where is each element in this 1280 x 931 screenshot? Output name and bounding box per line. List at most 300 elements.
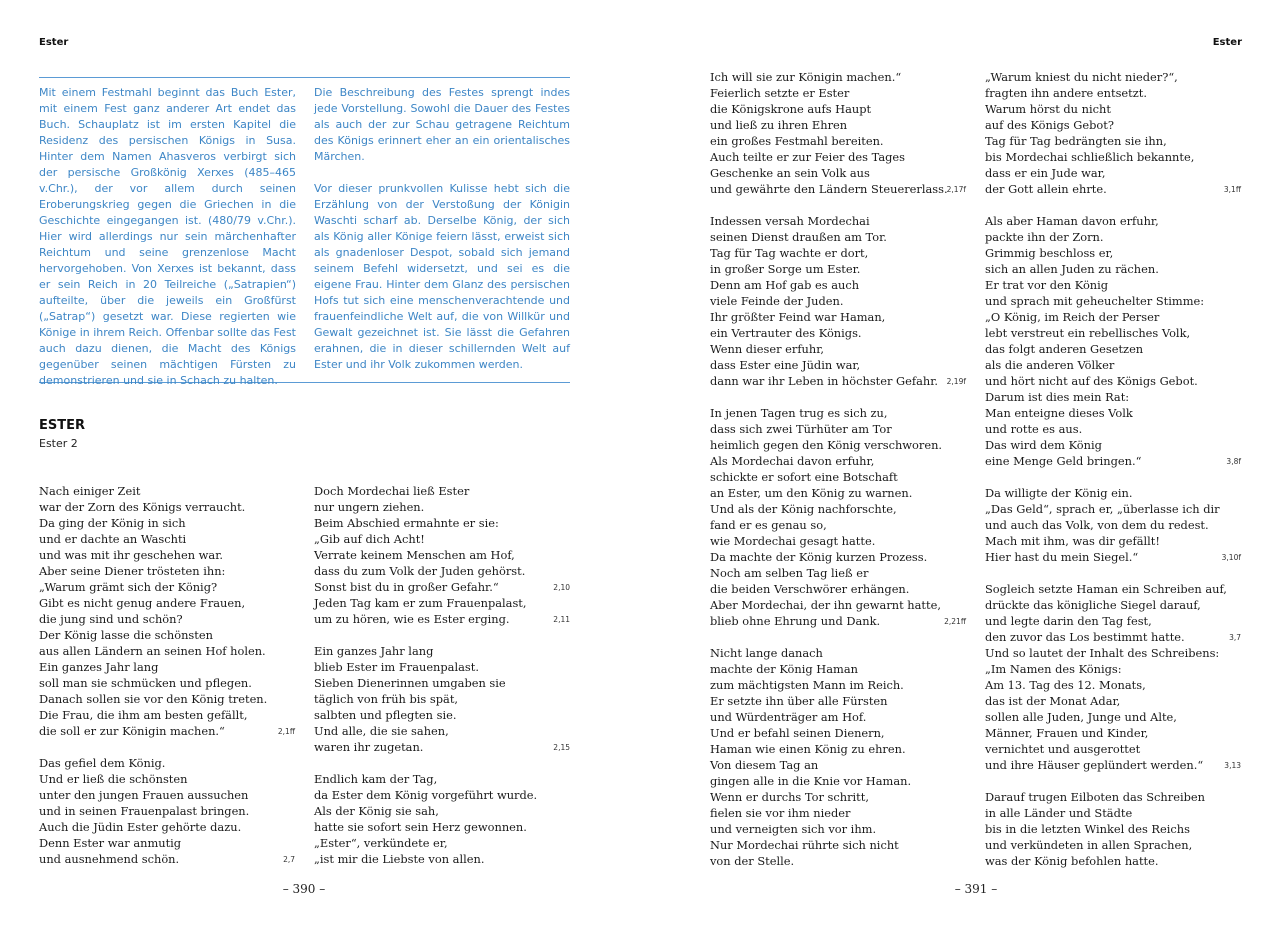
verse-text: Da ging der König in sich (39, 516, 186, 530)
verse-line (985, 485, 1241, 501)
verse-line (39, 723, 295, 739)
verse-text: lebt verstreut ein rebellisches Volk, (985, 326, 1191, 340)
verse-line (710, 533, 966, 549)
verse-text: da Ester dem König vorgeführt wurde. (314, 788, 538, 802)
verse-text: Am 13. Tag des 12. Monats, (985, 678, 1146, 692)
verse-line (710, 661, 966, 677)
verse-reference: 3,1ff (1223, 185, 1241, 194)
verse-text: und hört nicht auf des Königs Gebot. (985, 374, 1198, 388)
verse-line (710, 613, 966, 629)
stanza (39, 755, 295, 867)
verse-line (314, 691, 570, 707)
verse-text: und was mit ihr geschehen war. (39, 548, 224, 562)
verse-line (710, 357, 966, 373)
verse-line (314, 835, 570, 851)
verse-text: Mach mit ihm, was dir gefällt! (985, 534, 1160, 548)
verse-text: Er trat vor den König (985, 278, 1109, 292)
verse-text: war der Zorn des Königs verraucht. (39, 500, 246, 514)
verse-text: und ließ zu ihren Ehren (710, 118, 848, 132)
verse-text: Männer, Frauen und Kinder, (985, 726, 1149, 740)
verse-text: „Ester“, verkündete er, (314, 836, 448, 850)
verse-text: seinen Dienst draußen am Tor. (710, 230, 887, 244)
verse-line (985, 837, 1241, 853)
verse-text: Ihr größter Feind war Haman, (710, 310, 886, 324)
intro-column-2 (314, 85, 570, 389)
verse-text: Er setzte ihn über alle Fürsten (710, 694, 888, 708)
verse-line (710, 501, 966, 517)
verse-line (710, 421, 966, 437)
verse-text: packte ihn der Zorn. (985, 230, 1104, 244)
running-head: Ester (39, 37, 69, 48)
stanza (985, 789, 1241, 869)
verse-line (985, 101, 1241, 117)
verse-text: den zuvor das Los bestimmt hatte. (985, 630, 1185, 644)
verse-text: In jenen Tagen trug es sich zu, (710, 406, 888, 420)
verse-text: Das gefiel dem König. (39, 756, 166, 770)
verse-line (710, 261, 966, 277)
verse-line (710, 117, 966, 133)
verse-line (710, 805, 966, 821)
verse-line (710, 677, 966, 693)
verse-reference: 2,21ff (944, 617, 966, 626)
verse-text: waren ihr zugetan. (314, 740, 424, 754)
verse-text: die soll er zur Königin machen.“ (39, 724, 225, 738)
verse-line (710, 453, 966, 469)
verse-line (985, 133, 1241, 149)
verse-text: Ich will sie zur Königin machen.“ (710, 70, 902, 84)
verse-reference: 3,10f (1221, 553, 1241, 562)
verse-line (314, 563, 570, 579)
verse-text: Nicht lange danach (710, 646, 823, 660)
stanza (985, 69, 1241, 197)
verse-text: fragten ihn andere entsetzt. (985, 86, 1147, 100)
verse-reference: 2,19f (946, 377, 966, 386)
verse-text: bis Mordechai schließlich bekannte, (985, 150, 1195, 164)
verse-reference: 3,13 (1224, 761, 1241, 770)
verse-line (985, 341, 1241, 357)
verse-text: Man enteigne dieses Volk (985, 406, 1133, 420)
verse-line (314, 643, 570, 659)
verse-line (710, 549, 966, 565)
verse-line (710, 741, 966, 757)
verse-line (39, 771, 295, 787)
verse-text: Darauf trugen Eilboten das Schreiben (985, 790, 1205, 804)
verse-line (314, 515, 570, 531)
verse-text: Aber Mordechai, der ihn gewarnt hatte, (710, 598, 941, 612)
verse-text: von der Stelle. (710, 854, 795, 868)
verse-line (39, 499, 295, 515)
verse-text: Die Frau, die ihm am besten gefällt, (39, 708, 248, 722)
verse-line (985, 517, 1241, 533)
verse-text: Der König lasse die schönsten (39, 628, 213, 642)
verse-line (985, 181, 1241, 197)
verse-line (985, 117, 1241, 133)
verse-text: Das wird dem König (985, 438, 1102, 452)
verse-line (710, 181, 966, 197)
verse-text: bis in die letzten Winkel des Reichs (985, 822, 1190, 836)
intro-column-1 (39, 85, 296, 405)
verse-line (985, 69, 1241, 85)
verse-line (39, 803, 295, 819)
verse-reference: 2,11 (553, 615, 570, 624)
verse-line (39, 835, 295, 851)
verse-text: wie Mordechai gesagt hatte. (710, 534, 876, 548)
verse-text: und in seinen Frauenpalast bringen. (39, 804, 250, 818)
verse-line (710, 341, 966, 357)
verse-text: dass sich zwei Türhüter am Tor (710, 422, 892, 436)
verse-text: und verneigten sich vor ihm. (710, 822, 877, 836)
verse-line (985, 805, 1241, 821)
verse-line (985, 149, 1241, 165)
verse-text: gingen alle in die Knie vor Haman. (710, 774, 912, 788)
verse-line (985, 645, 1241, 661)
verse-line (985, 405, 1241, 421)
verse-line (985, 389, 1241, 405)
verse-line (314, 531, 570, 547)
verse-line (710, 565, 966, 581)
verse-line (710, 773, 966, 789)
verse-text: als die anderen Völker (985, 358, 1115, 372)
verse-text: Und als der König nachforschte, (710, 502, 897, 516)
verse-line (39, 515, 295, 531)
verse-text: und rotte es aus. (985, 422, 1083, 436)
verse-text: das ist der Monat Adar, (985, 694, 1121, 708)
verse-line (39, 755, 295, 771)
verse-text: sollen alle Juden, Junge und Alte, (985, 710, 1177, 724)
verse-text: an Ester, um den König zu warnen. (710, 486, 913, 500)
verse-line (314, 803, 570, 819)
verse-line (985, 501, 1241, 517)
verse-text: und sprach mit geheuchelter Stimme: (985, 294, 1205, 308)
verse-text: Tag für Tag bedrängten sie ihn, (985, 134, 1167, 148)
verse-line (710, 405, 966, 421)
verse-text: Und er befahl seinen Dienern, (710, 726, 885, 740)
verse-text: hatte sie sofort sein Herz gewonnen. (314, 820, 527, 834)
verse-line (985, 677, 1241, 693)
verse-reference: 2,17f (946, 185, 966, 194)
verse-text: die jung sind und schön? (39, 612, 183, 626)
verse-line (39, 659, 295, 675)
verse-text: vernichtet und ausgerottet (985, 742, 1141, 756)
verse-line (985, 789, 1241, 805)
verse-text: Als aber Haman davon erfuhr, (985, 214, 1159, 228)
verse-text: dass Ester eine Jüdin war, (710, 358, 861, 372)
verse-text: Endlich kam der Tag, (314, 772, 438, 786)
verse-text: Indessen versah Mordechai (710, 214, 870, 228)
verse-text: Denn am Hof gab es auch (710, 278, 860, 292)
verse-line (710, 757, 966, 773)
verse-text: blieb ohne Ehrung und Dank. (710, 614, 881, 628)
stanza (710, 213, 966, 389)
verse-text: „Warum kniest du nicht nieder?“, (985, 70, 1178, 84)
verse-text: Haman wie einen König zu ehren. (710, 742, 906, 756)
verse-line (985, 453, 1241, 469)
page-number: – 390 – (282, 882, 326, 896)
verse-line (314, 819, 570, 835)
verse-text: Nur Mordechai rührte sich nicht (710, 838, 899, 852)
page-right (640, 0, 1280, 931)
verse-reference: 2,15 (553, 743, 570, 752)
verse-reference: 2,7 (283, 855, 295, 864)
poem-column-left-2 (314, 483, 570, 883)
verse-line (985, 293, 1241, 309)
verse-line (314, 675, 570, 691)
verse-reference: 3,8f (1226, 457, 1241, 466)
verse-text: der Gott allein ehrte. (985, 182, 1107, 196)
verse-text: ein Vertrauter des Königs. (710, 326, 862, 340)
verse-line (985, 213, 1241, 229)
verse-line (39, 627, 295, 643)
verse-text: Geschenke an sein Volk aus (710, 166, 870, 180)
verse-text: eine Menge Geld bringen.“ (985, 454, 1142, 468)
stanza (39, 483, 295, 739)
verse-line (710, 85, 966, 101)
verse-line (710, 101, 966, 117)
verse-line (985, 629, 1241, 645)
verse-line (710, 853, 966, 869)
verse-text: Auch die Jüdin Ester gehörte dazu. (39, 820, 242, 834)
verse-text: Noch am selben Tag ließ er (710, 566, 869, 580)
verse-text: ein großes Festmahl bereiten. (710, 134, 884, 148)
verse-line (710, 309, 966, 325)
verse-text: Von diesem Tag an (710, 758, 819, 772)
stanza (314, 483, 570, 627)
verse-line (710, 437, 966, 453)
intro-paragraph: Vor dieser prunkvollen Kulisse hebt sich die Erzählung von der Verstoßung der Königin Waschti scharf ab. Derselbe König, der sich als König aller Könige feiern lässt, erweist sich als gnadenloser Despot, sobald sich jemand seinem Befehl widersetzt, und sei es die eigene Frau. Hinter dem Glanz des persischen Hofs tut sich eine menschenverachtende und frauenfeindliche Welt auf, die von Willkür und Gewalt gezeichnet ist. Sie lässt die Gefahren erahnen, die in dieser schillernden Welt auf Ester und ihr Volk zukommen werden. (314, 182, 570, 371)
verse-text: fielen sie vor ihm nieder (710, 806, 851, 820)
verse-line (985, 261, 1241, 277)
verse-line (39, 787, 295, 803)
running-head: Ester (1212, 37, 1242, 48)
verse-line (985, 725, 1241, 741)
verse-line (710, 581, 966, 597)
verse-line (985, 373, 1241, 389)
verse-line (710, 821, 966, 837)
verse-text: Da machte der König kurzen Prozess. (710, 550, 928, 564)
verse-line (985, 757, 1241, 773)
verse-text: Sieben Dienerinnen umgaben sie (314, 676, 506, 690)
verse-text: Hier hast du mein Siegel.“ (985, 550, 1139, 564)
page-number: – 391 – (954, 882, 998, 896)
verse-text: „Warum grämt sich der König? (39, 580, 218, 594)
verse-text: soll man sie schmücken und pflegen. (39, 676, 252, 690)
verse-line (985, 821, 1241, 837)
section-subtitle: Ester 2 (39, 437, 78, 450)
verse-line (710, 837, 966, 853)
verse-text: auf des Königs Gebot? (985, 118, 1114, 132)
verse-text: „Gib auf dich Acht! (314, 532, 425, 546)
verse-line (314, 707, 570, 723)
verse-text: was der König befohlen hatte. (985, 854, 1159, 868)
section-title: ESTER (39, 418, 86, 433)
verse-text: Denn Ester war anmutig (39, 836, 182, 850)
verse-line (39, 819, 295, 835)
verse-line (710, 709, 966, 725)
verse-text: Ein ganzes Jahr lang (314, 644, 434, 658)
verse-text: Nach einiger Zeit (39, 484, 141, 498)
verse-line (314, 739, 570, 755)
verse-line (39, 707, 295, 723)
verse-reference: 2,10 (553, 583, 570, 592)
verse-text: Doch Mordechai ließ Ester (314, 484, 470, 498)
verse-text: Auch teilte er zur Feier des Tages (710, 150, 906, 164)
verse-line (985, 581, 1241, 597)
verse-line (710, 485, 966, 501)
verse-text: „ist mir die Liebste von allen. (314, 852, 485, 866)
verse-line (39, 531, 295, 547)
verse-line (39, 691, 295, 707)
verse-text: täglich von früh bis spät, (314, 692, 459, 706)
verse-line (39, 675, 295, 691)
verse-reference: 3,7 (1229, 633, 1241, 642)
verse-text: aus allen Ländern an seinen Hof holen. (39, 644, 266, 658)
verse-text: und gewährte den Ländern Steuererlass. (710, 182, 948, 196)
verse-text: um zu hören, wie es Ester erging. (314, 612, 510, 626)
stanza (314, 643, 570, 755)
verse-line (314, 723, 570, 739)
verse-line (710, 517, 966, 533)
verse-line (314, 595, 570, 611)
verse-line (985, 277, 1241, 293)
verse-text: Danach sollen sie vor den König treten. (39, 692, 268, 706)
verse-text: schickte er sofort eine Botschaft (710, 470, 898, 484)
stanza (985, 213, 1241, 469)
intro-paragraph: Mit einem Festmahl beginnt das Buch Ester, mit einem Fest ganz anderer Art endet das Buch. Schauplatz ist im ersten Kapitel die Residenz des persischen Königs in Susa. Hinter dem Namen Ahasveros verbirgt sich der persische Großkönig Xerxes (485–465 v.Chr.), der vor allem durch seinen Eroberungskrieg gegen die Griechen in die Geschichte eingegangen ist. (480/79 v.Chr.). Hier wird allerdings nur sein märchenhafter Reichtum und seine grenzenlose Macht hervorgehoben. Von Xerxes ist bekannt, dass er sein Reich in 20 Teilreiche („Satrapien“) aufteilte, über die jeweils ein Großfürst („Satrap“) gesetzt war. Diese regierten wie Könige in ihrem Reich. Offenbar sollte das Fest auch dazu dienen, die Macht des Königs gegenüber seinen mächtigen Fürsten zu demonstrieren und sie in Schach zu halten. (39, 86, 296, 387)
verse-line (710, 325, 966, 341)
stanza (314, 771, 570, 867)
verse-line (985, 661, 1241, 677)
verse-text: salbten und pflegten sie. (314, 708, 457, 722)
verse-text: „O König, im Reich der Perser (985, 310, 1160, 324)
verse-text: Grimmig beschloss er, (985, 246, 1114, 260)
verse-line (39, 643, 295, 659)
verse-line (985, 437, 1241, 453)
verse-line (710, 245, 966, 261)
verse-line (985, 549, 1241, 565)
verse-text: drückte das königliche Siegel darauf, (985, 598, 1201, 612)
verse-line (710, 645, 966, 661)
verse-text: viele Feinde der Juden. (710, 294, 844, 308)
verse-line (710, 165, 966, 181)
introduction-box (39, 77, 570, 387)
verse-line (985, 165, 1241, 181)
verse-text: und er dachte an Waschti (39, 532, 187, 546)
verse-line (314, 787, 570, 803)
verse-line (985, 741, 1241, 757)
verse-text: und verkündeten in allen Sprachen, (985, 838, 1193, 852)
verse-reference: 2,1ff (277, 727, 295, 736)
verse-text: unter den jungen Frauen aussuchen (39, 788, 249, 802)
verse-line (710, 229, 966, 245)
verse-line (314, 851, 570, 867)
verse-text: Feierlich setzte er Ester (710, 86, 850, 100)
poem-column-right-1 (710, 69, 966, 885)
verse-text: Beim Abschied ermahnte er sie: (314, 516, 499, 530)
verse-line (710, 693, 966, 709)
verse-text: Und er ließ die schönsten (39, 772, 188, 786)
verse-line (710, 277, 966, 293)
verse-line (710, 597, 966, 613)
verse-line (985, 533, 1241, 549)
verse-line (985, 693, 1241, 709)
verse-text: „Das Geld“, sprach er, „überlasse ich dir (985, 502, 1220, 516)
verse-text: in alle Länder und Städte (985, 806, 1133, 820)
verse-text: Tag für Tag wachte er dort, (710, 246, 869, 260)
verse-line (314, 579, 570, 595)
verse-text: und Würdenträger am Hof. (710, 710, 867, 724)
verse-line (985, 85, 1241, 101)
verse-line (710, 133, 966, 149)
verse-text: Da willigte der König ein. (985, 486, 1133, 500)
verse-text: Als Mordechai davon erfuhr, (710, 454, 875, 468)
verse-text: und legte darin den Tag fest, (985, 614, 1152, 628)
verse-text: und ausnehmend schön. (39, 852, 180, 866)
verse-line (985, 597, 1241, 613)
verse-line (314, 547, 570, 563)
verse-text: und auch das Volk, von dem du redest. (985, 518, 1209, 532)
intro-paragraph: Die Beschreibung des Festes sprengt indes jede Vorstellung. Sowohl die Dauer des Festes als auch der zur Schau getragene Reichtum des Königs erinnert eher an ein orientalisches Märchen. (314, 86, 570, 163)
verse-line (314, 483, 570, 499)
verse-line (985, 325, 1241, 341)
verse-text: dann war ihr Leben in höchster Gefahr. (710, 374, 939, 388)
verse-line (314, 611, 570, 627)
verse-line (985, 309, 1241, 325)
verse-text: machte der König Haman (710, 662, 858, 676)
verse-text: Sogleich setzte Haman ein Schreiben auf, (985, 582, 1227, 596)
stanza (710, 645, 966, 869)
verse-line (39, 579, 295, 595)
verse-line (985, 421, 1241, 437)
verse-line (710, 213, 966, 229)
verse-text: sich an allen Juden zu rächen. (985, 262, 1159, 276)
stanza (710, 69, 966, 197)
verse-text: Wenn er durchs Tor schritt, (710, 790, 869, 804)
verse-line (710, 149, 966, 165)
verse-line (985, 709, 1241, 725)
verse-line (985, 245, 1241, 261)
verse-text: heimlich gegen den König verschworen. (710, 438, 943, 452)
verse-text: Aber seine Diener trösteten ihn: (39, 564, 226, 578)
verse-text: Und alle, die sie sahen, (314, 724, 449, 738)
verse-text: und ihre Häuser geplündert werden.“ (985, 758, 1204, 772)
verse-text: Ein ganzes Jahr lang (39, 660, 159, 674)
verse-line (39, 851, 295, 867)
verse-line (985, 853, 1241, 869)
verse-line (39, 563, 295, 579)
verse-text: Darum ist dies mein Rat: (985, 390, 1130, 404)
verse-text: Gibt es nicht genug andere Frauen, (39, 596, 246, 610)
stanza (710, 405, 966, 629)
poem-column-left-1 (39, 483, 295, 883)
verse-text: die Königskrone aufs Haupt (710, 102, 872, 116)
verse-text: die beiden Verschwörer erhängen. (710, 582, 910, 596)
verse-text: blieb Ester im Frauenpalast. (314, 660, 479, 674)
verse-line (314, 659, 570, 675)
verse-line (39, 483, 295, 499)
verse-text: „Im Namen des Königs: (985, 662, 1122, 676)
stanza (985, 485, 1241, 565)
verse-text: Als der König sie sah, (314, 804, 439, 818)
verse-text: nur ungern ziehen. (314, 500, 425, 514)
verse-line (710, 789, 966, 805)
verse-text: Und so lautet der Inhalt des Schreibens: (985, 646, 1220, 660)
verse-text: in großer Sorge um Ester. (710, 262, 861, 276)
verse-line (314, 499, 570, 515)
verse-line (985, 613, 1241, 629)
verse-text: das folgt anderen Gesetzen (985, 342, 1144, 356)
verse-line (710, 373, 966, 389)
verse-line (39, 547, 295, 563)
